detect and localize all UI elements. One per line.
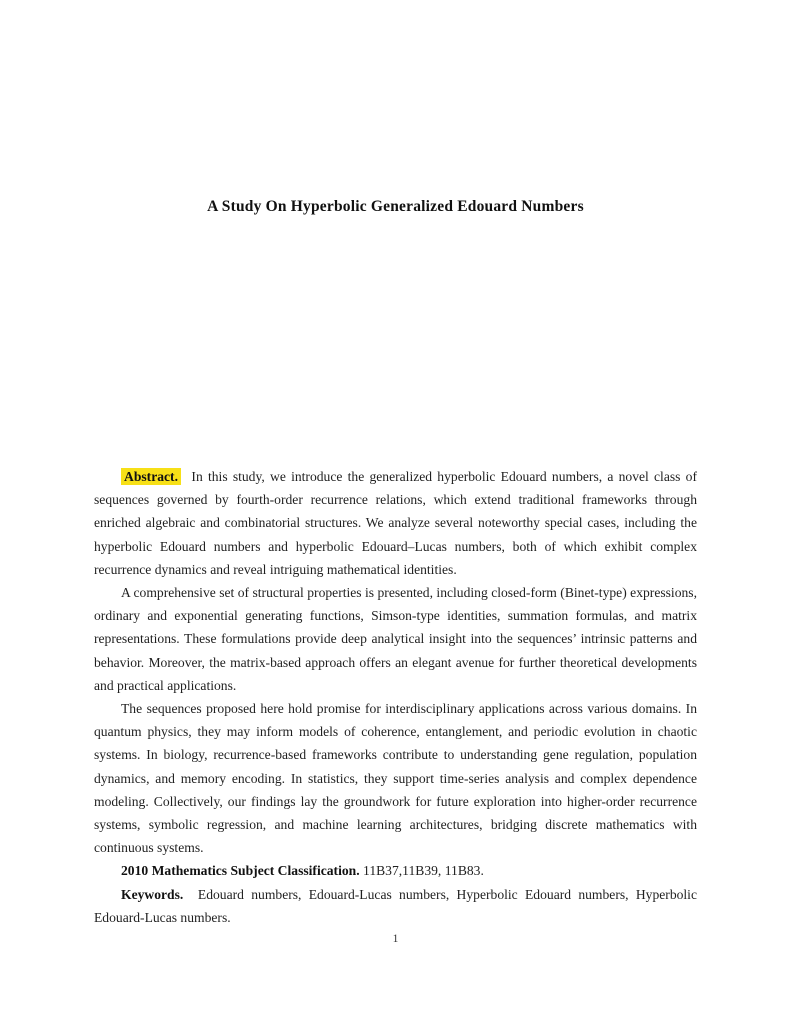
keywords-label: Keywords. [121, 886, 184, 902]
abstract-paragraph [94, 465, 697, 581]
keywords-line [94, 883, 697, 929]
msc-label: 2010 Mathematics Subject Classification. [121, 863, 360, 879]
page-number: 1 [392, 933, 399, 946]
paper-body [94, 465, 697, 929]
paper-title: A Study On Hyperbolic Generalized Edouard Numbers [207, 198, 584, 215]
msc-value: 11B37,11B39, 11B83. [363, 863, 484, 879]
keywords-value: Edouard numbers, Edouard-Lucas numbers, Hyperbolic Edouard numbers, Hyperbolic Edouard-Lucas numbers. [94, 886, 697, 925]
msc-line [94, 859, 697, 882]
body-paragraph: A comprehensive set of structural properties is presented, including closed-form (Binet-type) expressions, ordinary and exponential generating functions, Simson-type identities, summation formulas, and matrix representations. These formulations provide deep analytical insight into the sequences’ intrinsic patterns and behavior. Moreover, the matrix-based approach offers an elegant avenue for further theoretical developments and practical applications. [94, 585, 697, 693]
abstract-text: In this study, we introduce the generalized hyperbolic Edouard numbers, a novel class of sequences governed by fourth-order recurrence relations, which extend traditional frameworks through enriched algebraic and combinatorial structures. We analyze several noteworthy special cases, including the hyperbolic Edouard numbers and hyperbolic Edouard–Lucas numbers, both of which exhibit complex recurrence dynamics and reveal intriguing mathematical identities. [94, 469, 697, 577]
abstract-label: Abstract. [121, 468, 181, 485]
body-paragraph: The sequences proposed here hold promise for interdisciplinary applications across various domains. In quantum physics, they may inform models of coherence, entanglement, and periodic evolution in chaotic systems. In biology, recurrence-based frameworks contribute to understanding gene regulation, population dynamics, and memory encoding. In statistics, they support time-series analysis and complex dependence modeling. Collectively, our findings lay the groundwork for future exploration into higher-order recurrence systems, symbolic regression, and machine learning architectures, bridging discrete mathematics with continuous systems. [94, 701, 697, 856]
